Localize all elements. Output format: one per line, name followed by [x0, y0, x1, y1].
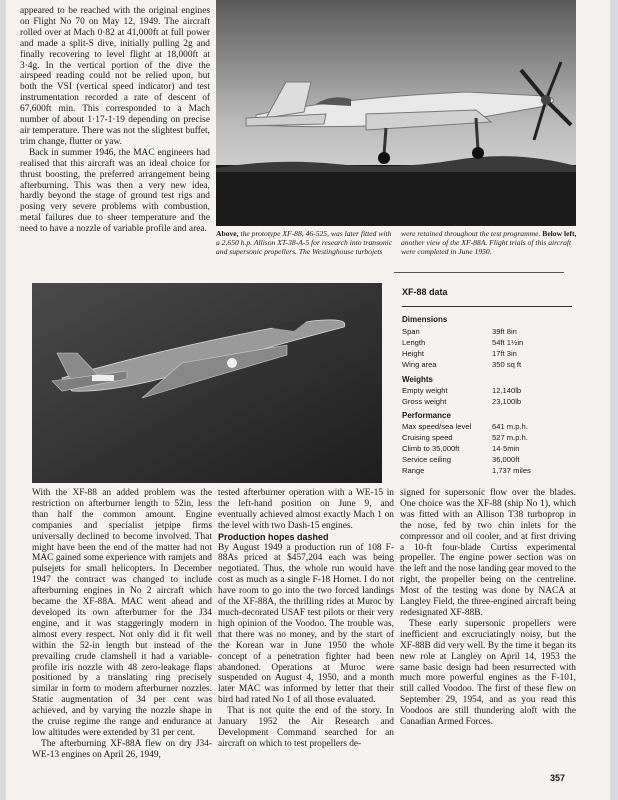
paragraph: Back in summer 1946, the MAC engineers had realised that this aircraft was an ideal choice for thrust boosting, the preferred arrangement being afterburning. This was then a very new idea, hardly beyond the stage of ground test rigs and posing very severe problems with combustion, metal failures due to sheer temperature and the need to have a nozzle of variable profile and area.: [20, 147, 210, 235]
data-label: Gross weight: [402, 397, 447, 406]
section-heading-weights: Weights: [402, 375, 433, 384]
caption-text-a: the prototype XF-88, 46-525, was later fitted with a 2,650 h.p. Allison XT-38-A-5 for research into transonic and supersonic propellers. The Westinghouse turbojets were retained throughout the test programme.: [216, 229, 543, 257]
aircraft-photo-1: [216, 0, 576, 226]
data-value: 23,100lb: [492, 397, 522, 406]
data-label: Span: [402, 327, 420, 336]
data-label: Length: [402, 338, 426, 347]
data-value: 12,140lb: [492, 386, 522, 395]
column-2: [218, 488, 394, 750]
caption-above-label: Above,: [216, 229, 239, 238]
data-label: Wing area: [402, 360, 437, 369]
aircraft-photo-2: [32, 283, 382, 483]
paragraph: With the XF-88 an added problem was the restriction on afterburner length to 52in, less than half the common amount. Engine companies and specialist jetpipe firms universally declined to become involved. That might have been the end of the matter had not MAC gained some experience with ramjets and pulsejets for small helicopters. In December 1947 the contract was changed to include afterburning engines in No 2 aircraft which became the XF-88A. MAC went ahead and developed its own afterburner for the J34 engine, and it was staggeringly modern in almost every respect. Not only did it fit well within the 52-in length but instead of the prevailing crude clamshell it had a variable-profile iris nozzle with 48 zero-leakage flaps positioned by a translating ring precisely similar in form to modern afterburner nozzles. Static augmentation of 34 per cent was achieved, and by varying the nozzle shape in the cruise regime the range and endurance at low altitudes were extended by 31 per cent.: [32, 488, 212, 738]
data-value: 17ft 3in: [492, 349, 517, 358]
data-label: Cruising speed: [402, 433, 453, 442]
page-number: 357: [550, 773, 566, 783]
caption-text-b: another view of the XF-88A. Flight trials of this aircraft were completed in June 1950.: [401, 238, 572, 257]
paragraph: That is not quite the end of the story. In January 1952 the Air Research and Development Command searched for an aircraft on which to test propellers de-: [218, 706, 394, 749]
data-label: Height: [402, 349, 424, 358]
data-label: Service ceiling: [402, 455, 451, 464]
data-label: Max speed/sea level: [402, 422, 472, 431]
paragraph: tested afterburner operation with a WE-15 in the left-hand position on June 9, and eventually achieved almost exactly Mach 1 on the level with two Dash-15 engines.: [218, 488, 394, 531]
magazine-page: [6, 0, 610, 800]
databox-top-rule: [394, 272, 564, 273]
caption-below-label: Below left,: [542, 229, 577, 238]
paragraph: The afterburning XF-88A flew on dry J34-WE-13 engines on April 26, 1949,: [32, 738, 212, 760]
subheading: Production hopes dashed: [218, 531, 329, 542]
paragraph: signed for supersonic flow over the blades. One choice was the XF-88 (ship No 1), which was fitted with an Allison T38 turboprop in the nose, fed by two chin inlets for the compressor and oil cooler, and at first driving a 10-ft four-blade Curtiss experimental propeller. The engine power section was on the left and the nose landing gear moved to the right, the propeller being on the centreline. Most of the testing was done by NACA at Langley Field, the three-engined aircraft being redesignated XF-88B.: [400, 488, 576, 618]
data-value: 527 m.p.h.: [492, 433, 528, 442]
photo-xf88a-flight: [32, 283, 382, 483]
intro-text: [20, 6, 210, 235]
section-heading-performance: Performance: [402, 411, 451, 420]
column-3: [400, 488, 576, 728]
data-label: Empty weight: [402, 386, 448, 395]
data-value: 39ft 8in: [492, 327, 517, 336]
data-value: 14·5min: [492, 444, 520, 453]
paragraph: These early supersonic propellers were inefficient and excruciatingly noisy, but the XF-88B did very well. By the time it began its new role at Langley on April 14, 1953 the same basic design had been resurrected with much more powerful engines as the F-101, still called Voodoo. The first of these flew on September 29, 1954, and as you read this Voodoos are still thundering aloft with the Canadian Armed Forces.: [400, 618, 576, 728]
data-label: Range: [402, 466, 425, 475]
paragraph: appeared to be reached with the original engines on Flight No 70 on May 12, 1949. The aircraft rolled over at Mach 0·82 at 41,000ft at full power and made a split-S dive, initially pulling 2g and finally recovering to level flight at 18,000ft at 3·4g. In the vertical portion of the dive the airspeed reading could not be relied upon, but both the VSI (vertical speed indicator) and test instrumentation recorded a rate of descent of 67,600ft min. This corresponded to a Mach number of about 1·17-1·19 depending on precise air temperature. There was not the slightest buffet, trim change, flutter or yaw.: [20, 6, 210, 147]
data-value: 54ft 1½in: [492, 338, 524, 347]
databox-rule: [402, 306, 572, 307]
column-1: [32, 488, 212, 761]
data-label: Climb to 35,000ft: [402, 444, 460, 453]
data-value: 641 m.p.h.: [492, 422, 528, 431]
photo-prototype-xf88: [216, 0, 576, 226]
data-value: 36,000ft: [492, 455, 520, 464]
section-heading-dimensions: Dimensions: [402, 315, 448, 324]
paragraph: By August 1949 a production run of 108 F-88As priced at $457,204 each was being negotiated. Thus, the whole run would have cost as much as a single F-18 Hornet. I do not have room to go into the two forced landings of the XF-88A, the thrilling rides at Muroc by much-decorated USAF test pilots or their very high opinion of the Voodoo. The trouble was, that there was no money, and by the start of the Korean war in June 1950 the whole concept of a penetration fighter had been abandoned. Operations at Muroc were suspended on August 4, 1950, and a month later MAC was informed by letter that their bird had rated No 1 of all those evaluated.: [218, 542, 394, 706]
photo-caption: [216, 229, 578, 257]
data-value: 350 sq ft: [492, 360, 522, 369]
databox-title: XF-88 data: [402, 287, 448, 297]
data-value: 1,737 miles: [492, 466, 531, 475]
xf88-data-box: [394, 282, 570, 492]
